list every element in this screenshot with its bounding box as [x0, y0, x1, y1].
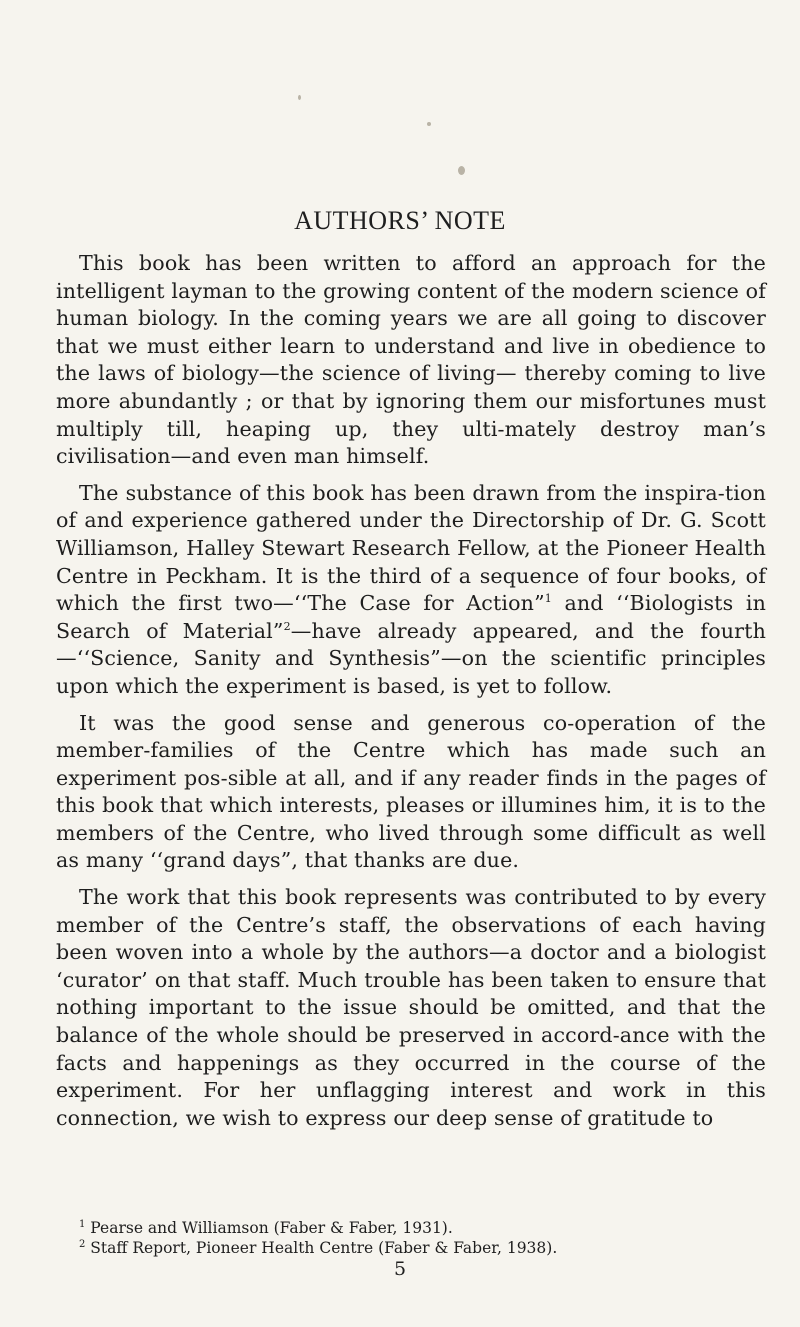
- paragraph-text: and ‘‘Biologists in Search of Material”: [56, 591, 767, 643]
- footnotes: [56, 1218, 766, 1258]
- page-number: 5: [393, 1258, 407, 1280]
- footnote: [56, 1238, 766, 1258]
- footnote-reference: 1: [544, 592, 552, 606]
- paper-speck: [427, 122, 431, 126]
- paragraph: This book has been written to afford an approach for the intelligent layman to the growing content of the modern science of human biology. In the coming years we are all going to discover that we must either learn to understand and live in obedience to the laws of biology—the science of living— thereby coming to live more abundantly ; or that by ignoring them our misfortunes must multiply till, heaping up, they ulti-mately destroy man’s civilisation—and even man himself.: [56, 251, 766, 469]
- main-text: [56, 250, 766, 1141]
- paragraph: It was the good sense and generous co-operation of the member-families of the Centre which has made such an experiment pos-sible at all, and if any reader finds in the pages of this book that which interests, pleases or illumines him, it is to the members of the Centre, who lived through some difficult as well as many ‘‘grand days”, that thanks are due.: [56, 710, 766, 873]
- paragraph-text: —have already appeared, and the fourth—‘‘Science, Sanity and Synthesis”—on the scientific principles upon which the experiment is based, is yet to follow.: [56, 618, 767, 698]
- footnote-reference: 2: [283, 619, 291, 633]
- page-title: AUTHORS’ NOTE: [294, 206, 506, 235]
- paragraph-text: The substance of this book has been drawn from the inspira-tion of and experience gathered under the Directorship of Dr. G. Scott Williamson, Halley Stewart Research Fellow, at the Pioneer Health Centre in Peckham. It is the third of a sequence of four books, of which the first two—‘‘The Case for Action”: [56, 480, 766, 616]
- paper-speck: [298, 95, 301, 100]
- footnote-text: Pearse and Williamson (Faber & Faber, 1931).: [85, 1219, 453, 1237]
- footnote-marker: 1: [79, 1218, 86, 1230]
- footnote: [56, 1218, 766, 1238]
- paragraph: The work that this book represents was contributed to by every member of the Centre’s staff, the observations of each having been woven into a whole by the authors—a doctor and a biologist ‘curator’ on that staff. Much trouble has been taken to ensure that nothing important to the issue should be omitted, and that the balance of the whole should be preserved in accord-ance with the facts and happenings as they occurred in the course of the experiment. For her unflagging interest and work in this connection, we wish to express our deep sense of gratitude to: [56, 885, 766, 1130]
- footnote-text: Staff Report, Pioneer Health Centre (Faber & Faber, 1938).: [85, 1239, 558, 1257]
- paper-speck: [458, 166, 465, 175]
- footnote-marker: 2: [79, 1238, 86, 1250]
- paragraph: [56, 480, 766, 701]
